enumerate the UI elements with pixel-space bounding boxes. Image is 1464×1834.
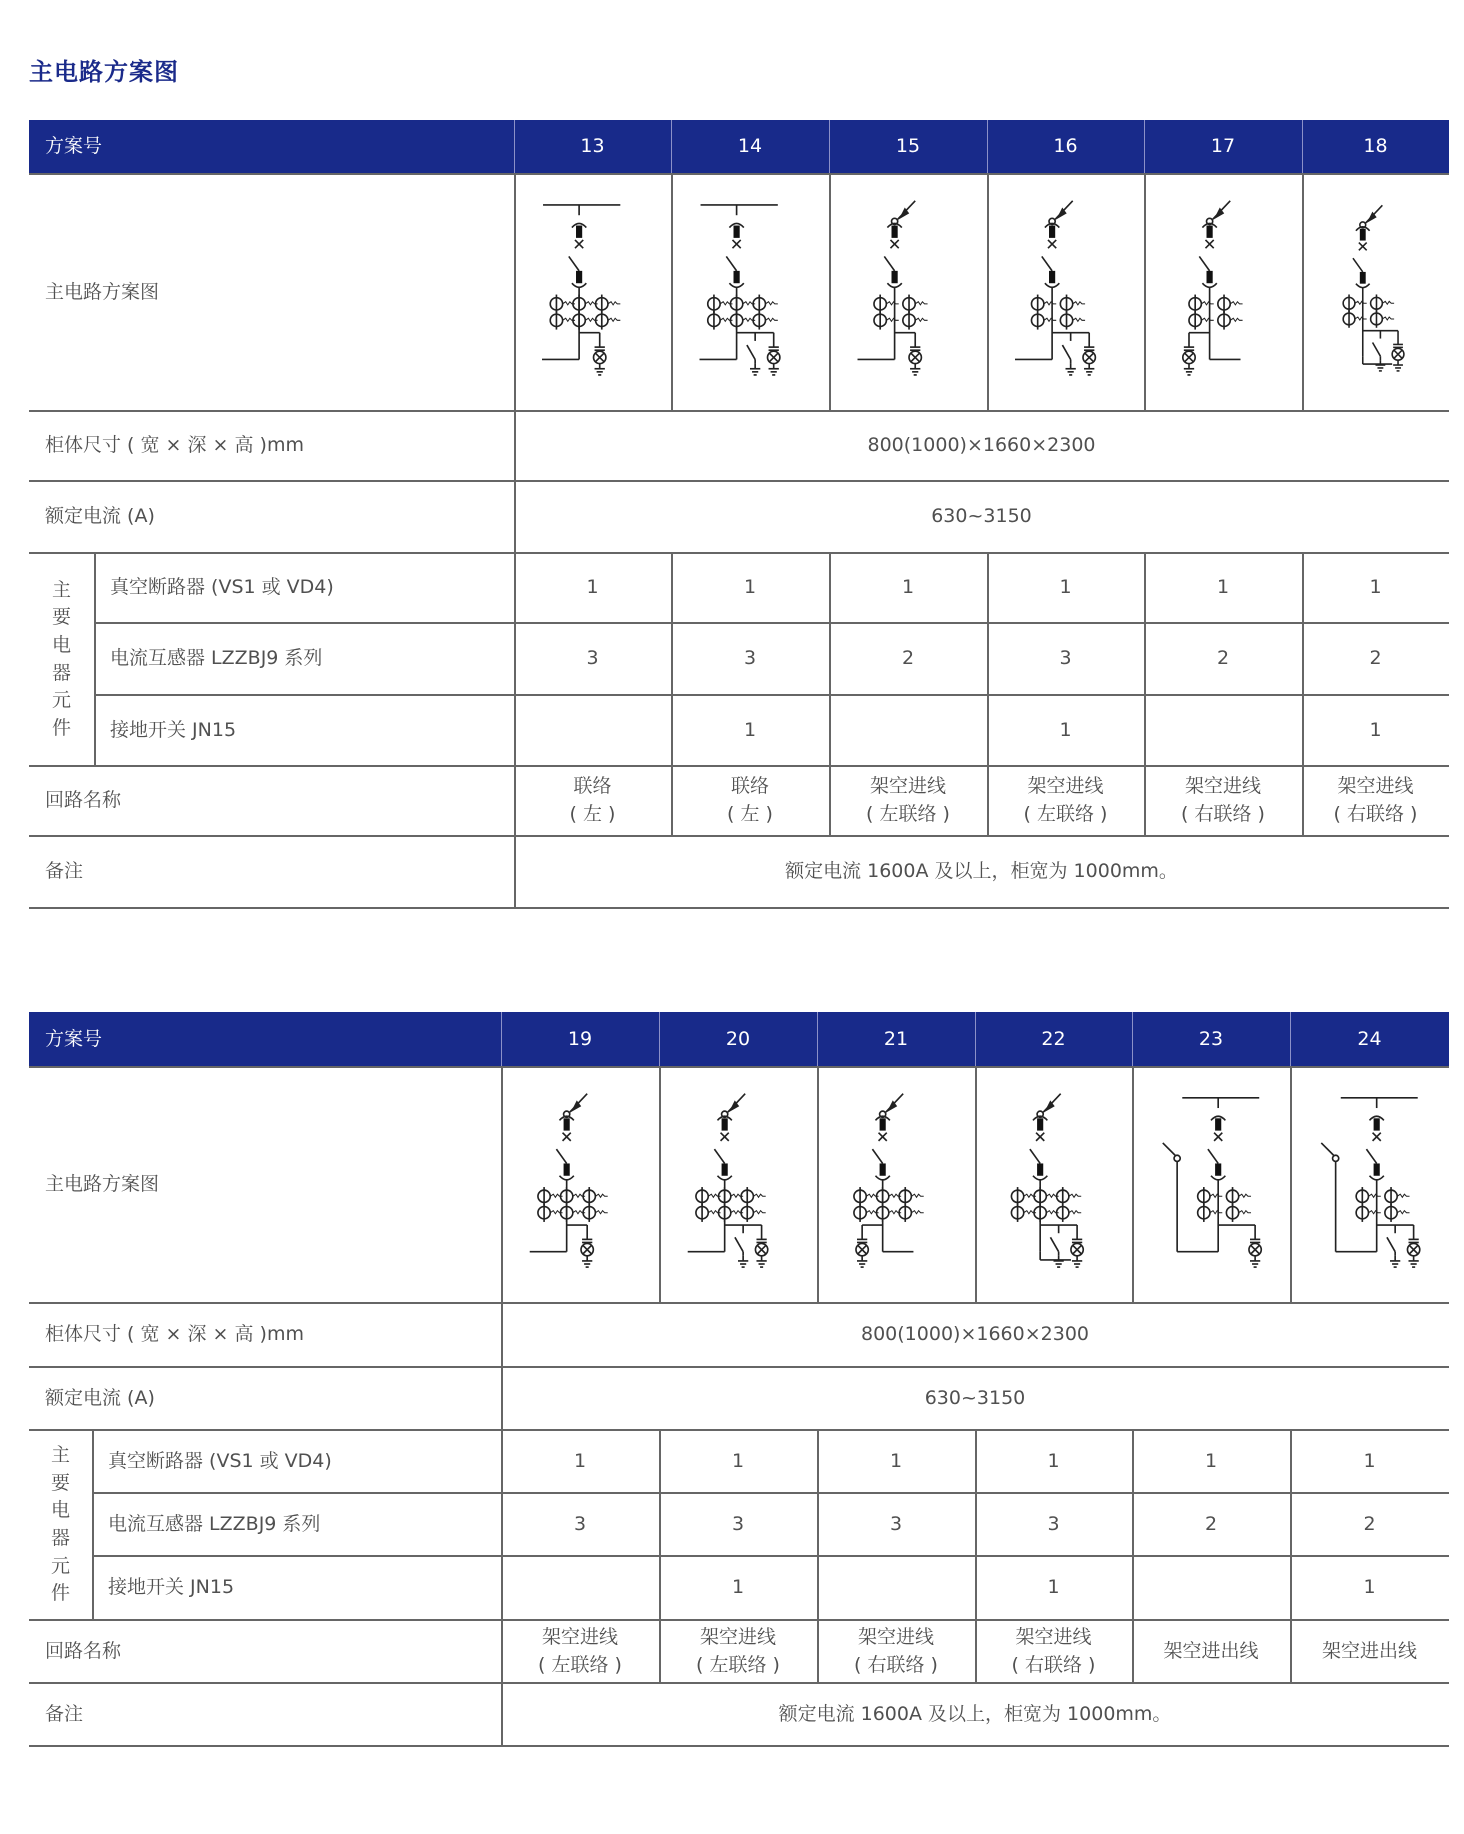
column-divider bbox=[1132, 1012, 1133, 1067]
row-group-main-components bbox=[29, 553, 94, 766]
earth-switch-qty bbox=[501, 1556, 659, 1620]
main-circuit-diagram bbox=[987, 174, 1144, 411]
ct-qty: 3 bbox=[1059, 647, 1072, 670]
main-circuit-diagram bbox=[501, 1067, 659, 1303]
scheme-number: 19 bbox=[501, 1012, 659, 1067]
breaker-switch bbox=[1366, 1149, 1376, 1163]
circuit-name bbox=[1144, 766, 1302, 836]
breaker-switch bbox=[726, 256, 736, 270]
main-circuit-diagram bbox=[829, 174, 987, 411]
scheme-number: 13 bbox=[514, 120, 671, 174]
rated-current-value: 630~3150 bbox=[924, 1386, 1026, 1409]
scheme-number: 21 bbox=[817, 1012, 975, 1067]
column-divider bbox=[1144, 120, 1145, 174]
column-divider bbox=[817, 1012, 818, 1067]
column-divider bbox=[92, 1430, 94, 1620]
row-label-rated-current: 额定电流 (A) bbox=[45, 1386, 155, 1409]
row-divider bbox=[29, 1429, 1449, 1431]
circuit-name-line1: 架空进线 bbox=[699, 1625, 776, 1648]
main-circuit-diagram bbox=[514, 174, 671, 411]
earth-switch-icon bbox=[1387, 1237, 1395, 1251]
circuit-name-line1: 联络 bbox=[730, 775, 769, 798]
row-label-remarks: 备注 bbox=[45, 860, 84, 883]
breaker-qty: 1 bbox=[1204, 1449, 1218, 1472]
row-label-breaker: 真空断路器 (VS1 或 VD4) bbox=[110, 576, 334, 599]
diagram-cell bbox=[987, 174, 1144, 411]
earth-switch-icon bbox=[1062, 345, 1070, 359]
contact-lower bbox=[717, 1176, 731, 1180]
breaker-qty: 1 bbox=[1363, 1449, 1376, 1472]
row-divider bbox=[29, 1619, 1449, 1621]
circuit-name bbox=[501, 1620, 659, 1683]
earth-switch-qty bbox=[1144, 695, 1302, 766]
row-label-breaker: 真空断路器 (VS1 或 VD4) bbox=[108, 1449, 332, 1472]
contact-lower bbox=[1202, 283, 1216, 287]
column-divider bbox=[1302, 174, 1304, 411]
group-label-char: 主 bbox=[50, 1444, 70, 1467]
header-label-scheme-no: 方案号 bbox=[29, 1012, 501, 1067]
ct-qty: 2 bbox=[901, 647, 915, 670]
ct-qty: 3 bbox=[743, 647, 757, 670]
circuit-diagram bbox=[858, 201, 928, 375]
circuit-diagram bbox=[1015, 201, 1095, 375]
group-label-char: 件 bbox=[51, 716, 71, 739]
row-divider bbox=[94, 694, 1449, 696]
breaker-qty: 1 bbox=[889, 1449, 903, 1472]
group-label-char: 要 bbox=[51, 606, 71, 629]
row-divider bbox=[29, 1066, 1449, 1068]
main-circuit-diagram bbox=[975, 1067, 1132, 1303]
circuit-diagram bbox=[530, 1094, 608, 1267]
circuit-name-line1: 架空进线 bbox=[1337, 775, 1414, 798]
earth-switch-icon bbox=[1050, 1237, 1058, 1251]
group-label-char: 要 bbox=[50, 1471, 70, 1494]
contact-lower bbox=[875, 1176, 889, 1180]
column-divider bbox=[987, 553, 989, 836]
column-divider bbox=[987, 120, 988, 174]
earth-switch-icon bbox=[735, 1237, 743, 1251]
circuit-name-line2: ( 左联络 ) bbox=[866, 803, 950, 825]
circuit-name bbox=[1302, 766, 1449, 836]
row-divider bbox=[29, 1745, 1449, 1747]
breaker-qty: 1 bbox=[731, 1449, 745, 1472]
column-divider bbox=[1132, 1430, 1134, 1683]
circuit-name-line1: 联络 bbox=[573, 775, 612, 798]
circuit-name bbox=[659, 1620, 817, 1683]
circuit-diagram bbox=[700, 205, 780, 375]
circuit-diagram bbox=[688, 1094, 768, 1267]
circuit-diagram bbox=[1163, 1098, 1262, 1267]
contact-lower bbox=[1211, 1176, 1225, 1180]
column-divider bbox=[817, 1430, 819, 1683]
diagram-cell bbox=[1290, 1067, 1449, 1303]
row-label-dimensions: 柜体尺寸 ( 宽 × 深 × 高 )mm bbox=[45, 1323, 304, 1346]
circuit-name-line1: 架空进线 bbox=[1027, 775, 1104, 798]
circuit-name bbox=[1290, 1620, 1449, 1683]
group-label-char: 器 bbox=[50, 1527, 70, 1549]
group-label-char: 器 bbox=[51, 661, 71, 684]
column-divider bbox=[1290, 1067, 1292, 1303]
column-divider bbox=[829, 553, 831, 836]
breaker-switch bbox=[1199, 256, 1209, 270]
contact-lower bbox=[572, 283, 586, 287]
row-group-main-components bbox=[29, 1430, 92, 1620]
column-divider bbox=[94, 553, 96, 766]
column-divider bbox=[975, 1430, 977, 1683]
earth-switch-qty: 1 bbox=[731, 1576, 745, 1599]
circuit-name-line1: 架空进出线 bbox=[1163, 1639, 1259, 1662]
circuit-name-line2: ( 右联络 ) bbox=[1011, 1653, 1096, 1676]
diagram-cell bbox=[671, 174, 829, 411]
row-label-circuit-name: 回路名称 bbox=[45, 789, 122, 812]
row-label-dimensions: 柜体尺寸 ( 宽 × 深 × 高 )mm bbox=[45, 434, 304, 457]
diagram-cell bbox=[817, 1067, 975, 1303]
earth-switch-qty bbox=[514, 695, 671, 766]
contact-lower bbox=[729, 283, 743, 287]
circuit-name-line1: 架空进线 bbox=[1015, 1625, 1092, 1648]
circuit-name-line2: ( 左联络 ) bbox=[696, 1653, 780, 1676]
main-circuit-diagram bbox=[1132, 1067, 1290, 1303]
earth-switch-qty: 1 bbox=[1059, 718, 1072, 741]
ct-qty: 3 bbox=[731, 1512, 745, 1535]
diagram-cell bbox=[1132, 1067, 1290, 1303]
breaker-qty: 1 bbox=[901, 576, 915, 599]
group-label-char: 元 bbox=[51, 689, 71, 712]
diagram-cell bbox=[1302, 174, 1449, 411]
main-circuit-diagram bbox=[1290, 1067, 1449, 1303]
group-label-char: 元 bbox=[50, 1554, 70, 1577]
circuit-name-line2: ( 右联络 ) bbox=[854, 1653, 938, 1676]
ct-qty: 3 bbox=[586, 647, 599, 670]
circuit-diagram bbox=[1011, 1094, 1083, 1267]
page-title: 主电路方案图 bbox=[29, 58, 179, 86]
column-divider bbox=[829, 174, 831, 411]
circuit-diagram bbox=[1183, 201, 1243, 375]
circuit-diagram bbox=[1343, 205, 1404, 371]
circuit-name bbox=[514, 766, 671, 836]
breaker-switch bbox=[872, 1149, 882, 1163]
earth-switch-qty bbox=[829, 695, 987, 766]
ct-qty: 2 bbox=[1204, 1512, 1218, 1535]
diagram-cell bbox=[659, 1067, 817, 1303]
group-label-char: 主 bbox=[51, 578, 71, 601]
dimensions-value: 800(1000)×1660×2300 bbox=[861, 1323, 1089, 1346]
circuit-name bbox=[975, 1620, 1132, 1683]
ct-qty: 3 bbox=[573, 1512, 587, 1535]
circuit-name bbox=[987, 766, 1144, 836]
row-label-ct: 电流互感器 LZZBJ9 系列 bbox=[110, 647, 323, 670]
diagram-cell bbox=[975, 1067, 1132, 1303]
diagram-cell bbox=[1144, 174, 1302, 411]
column-divider bbox=[1144, 174, 1146, 411]
scheme-number: 18 bbox=[1302, 120, 1449, 174]
breaker-qty: 1 bbox=[1047, 1449, 1060, 1472]
scheme-number: 16 bbox=[987, 120, 1144, 174]
breaker-switch bbox=[1030, 1149, 1040, 1163]
circuit-diagram bbox=[542, 205, 620, 375]
contact-lower bbox=[887, 283, 901, 287]
header-label-scheme-no: 方案号 bbox=[29, 120, 514, 174]
circuit-name bbox=[671, 766, 829, 836]
rated-current-value: 630~3150 bbox=[931, 505, 1032, 528]
ct-qty: 2 bbox=[1369, 647, 1382, 670]
column-divider bbox=[671, 120, 672, 174]
column-divider bbox=[501, 1012, 502, 1067]
scheme-number: 24 bbox=[1290, 1012, 1449, 1067]
group-label-char: 电 bbox=[51, 633, 71, 656]
earth-switch-qty: 1 bbox=[1369, 718, 1382, 741]
column-divider bbox=[829, 120, 830, 174]
row-divider bbox=[29, 765, 1449, 767]
breaker-switch bbox=[714, 1149, 724, 1163]
breaker-switch bbox=[1208, 1149, 1218, 1163]
circuit-name bbox=[1132, 1620, 1290, 1683]
breaker-qty: 1 bbox=[586, 576, 599, 599]
column-divider bbox=[671, 174, 673, 411]
row-divider bbox=[92, 1492, 1449, 1494]
diagram-cell bbox=[514, 174, 671, 411]
scheme-number: 17 bbox=[1144, 120, 1302, 174]
row-label-remarks: 备注 bbox=[45, 1702, 84, 1725]
column-divider bbox=[987, 174, 989, 411]
main-circuit-diagram bbox=[817, 1067, 975, 1303]
earth-switch-qty bbox=[817, 1556, 975, 1620]
row-label-ct: 电流互感器 LZZBJ9 系列 bbox=[108, 1512, 321, 1535]
column-divider bbox=[501, 1067, 503, 1746]
contact-lower bbox=[1370, 1176, 1384, 1180]
earth-switch-icon bbox=[1373, 342, 1381, 356]
scheme-number: 23 bbox=[1132, 1012, 1290, 1067]
column-divider bbox=[659, 1430, 661, 1683]
column-divider bbox=[1302, 553, 1304, 836]
row-label-diagram: 主电路方案图 bbox=[45, 280, 160, 303]
main-circuit-diagram bbox=[1302, 174, 1449, 411]
circuit-diagram bbox=[854, 1094, 924, 1267]
row-divider bbox=[29, 835, 1449, 837]
circuit-name-line2: ( 右联络 ) bbox=[1181, 803, 1265, 825]
row-label-rated-current: 额定电流 (A) bbox=[45, 505, 155, 528]
remarks-value: 额定电流 1600A 及以上，柜宽为 1000mm。 bbox=[778, 1702, 1172, 1725]
scheme-table-1 bbox=[29, 120, 1449, 910]
breaker-qty: 1 bbox=[743, 576, 757, 599]
circuit-name-line2: ( 左 ) bbox=[727, 803, 773, 825]
column-divider bbox=[1290, 1430, 1292, 1683]
breaker-switch bbox=[556, 1149, 566, 1163]
earth-switch-qty: 1 bbox=[1363, 1576, 1376, 1599]
column-divider bbox=[659, 1012, 660, 1067]
column-divider bbox=[975, 1012, 976, 1067]
breaker-qty: 1 bbox=[573, 1449, 587, 1472]
breaker-switch bbox=[1042, 256, 1052, 270]
row-label-diagram: 主电路方案图 bbox=[45, 1173, 160, 1196]
column-divider bbox=[1302, 120, 1303, 174]
contact-lower bbox=[1033, 1176, 1047, 1180]
earth-switch-qty bbox=[1132, 1556, 1290, 1620]
breaker-switch bbox=[884, 256, 894, 270]
breaker-qty: 1 bbox=[1059, 576, 1072, 599]
circuit-diagram bbox=[1321, 1098, 1420, 1267]
circuit-name bbox=[817, 1620, 975, 1683]
row-label-circuit-name: 回路名称 bbox=[45, 1639, 122, 1662]
ct-qty: 2 bbox=[1363, 1512, 1376, 1535]
column-divider bbox=[1144, 553, 1146, 836]
scheme-number: 15 bbox=[829, 120, 987, 174]
row-divider bbox=[29, 552, 1449, 554]
row-divider bbox=[92, 1555, 1449, 1557]
circuit-name-line1: 架空进出线 bbox=[1321, 1639, 1417, 1662]
circuit-name-line1: 架空进线 bbox=[1184, 775, 1261, 798]
diagram-cell bbox=[829, 174, 987, 411]
diagram-cell bbox=[501, 1067, 659, 1303]
earth-switch-qty: 1 bbox=[743, 718, 757, 741]
row-divider bbox=[29, 907, 1449, 909]
scheme-number: 14 bbox=[671, 120, 829, 174]
dimensions-value: 800(1000)×1660×2300 bbox=[867, 434, 1096, 457]
breaker-switch bbox=[569, 256, 579, 270]
circuit-name-line2: ( 右联络 ) bbox=[1333, 803, 1418, 825]
circuit-name-line1: 架空进线 bbox=[541, 1625, 618, 1648]
row-label-earth-switch: 接地开关 JN15 bbox=[110, 718, 237, 741]
row-divider bbox=[29, 1682, 1449, 1684]
column-divider bbox=[975, 1067, 977, 1303]
row-divider bbox=[29, 1302, 1449, 1304]
breaker-qty: 1 bbox=[1369, 576, 1382, 599]
main-circuit-diagram bbox=[671, 174, 829, 411]
remarks-value: 额定电流 1600A 及以上，柜宽为 1000mm。 bbox=[785, 860, 1178, 883]
ct-qty: 2 bbox=[1216, 647, 1230, 670]
circuit-name bbox=[829, 766, 987, 836]
column-divider bbox=[1132, 1067, 1134, 1303]
group-label-char: 电 bbox=[50, 1499, 70, 1522]
earth-switch-icon bbox=[747, 345, 755, 359]
column-divider bbox=[514, 120, 515, 174]
column-divider bbox=[1290, 1012, 1291, 1067]
row-divider bbox=[29, 480, 1449, 482]
circuit-name-line2: ( 左联络 ) bbox=[1023, 803, 1108, 825]
ct-qty: 3 bbox=[889, 1512, 903, 1535]
main-circuit-diagram bbox=[659, 1067, 817, 1303]
circuit-name-line2: ( 左联络 ) bbox=[538, 1653, 622, 1676]
group-label-char: 件 bbox=[50, 1582, 70, 1605]
circuit-name-line1: 架空进线 bbox=[869, 775, 946, 798]
column-divider bbox=[671, 553, 673, 836]
row-divider bbox=[29, 173, 1449, 175]
contact-lower bbox=[1356, 284, 1370, 288]
scheme-number: 22 bbox=[975, 1012, 1132, 1067]
earth-switch-qty: 1 bbox=[1047, 1576, 1060, 1599]
column-divider bbox=[514, 174, 516, 908]
circuit-name-line2: ( 左 ) bbox=[569, 803, 616, 825]
scheme-table-2 bbox=[29, 1012, 1449, 1748]
breaker-qty: 1 bbox=[1216, 576, 1230, 599]
column-divider bbox=[659, 1067, 661, 1303]
ct-qty: 3 bbox=[1047, 1512, 1060, 1535]
row-divider bbox=[29, 410, 1449, 412]
circuit-name-line1: 架空进线 bbox=[857, 1625, 934, 1648]
breaker-switch bbox=[1353, 258, 1363, 272]
row-divider bbox=[29, 1366, 1449, 1368]
column-divider bbox=[817, 1067, 819, 1303]
main-circuit-diagram bbox=[1144, 174, 1302, 411]
contact-lower bbox=[1045, 283, 1059, 287]
scheme-number: 20 bbox=[659, 1012, 817, 1067]
row-divider bbox=[94, 622, 1449, 624]
contact-lower bbox=[559, 1176, 573, 1180]
row-label-earth-switch: 接地开关 JN15 bbox=[108, 1576, 235, 1599]
